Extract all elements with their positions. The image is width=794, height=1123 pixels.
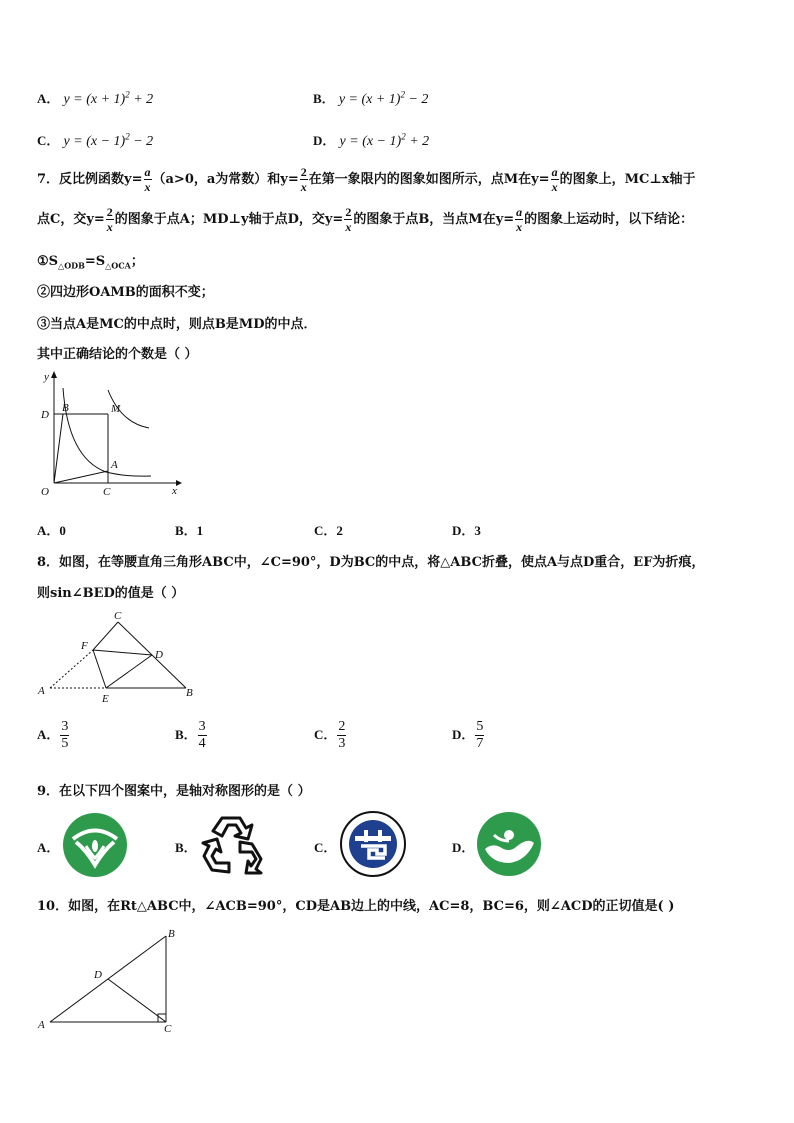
fig-label-B: B [62, 402, 69, 414]
q7-option-b: B．1 [175, 523, 204, 538]
q9-option-b-label: B． [175, 840, 197, 855]
option-label: A． [37, 91, 60, 106]
q8-option-c: C． $\frac{2}{3}$ [314, 719, 346, 751]
q8-line-1: 8．如图，在等腰直角三角形ABC中，∠C=90°，D为BC的中点，将△ABC折叠，使点A与点D重合，EF为折痕， [37, 555, 705, 570]
q7-conclusion-3: ③当点A是MC的中点时，则点B是MD的中点． [37, 317, 317, 332]
fig-label-M: M [111, 403, 121, 415]
q8-option-d: D． $\frac{5}{7}$ [452, 719, 484, 751]
green-food-logo-icon [62, 812, 128, 878]
option-label: B． [313, 91, 335, 106]
fig-label-B: B [168, 928, 175, 940]
fig-label-D: D [155, 649, 163, 661]
q8-option-b: B． $\frac{3}{4}$ [175, 719, 206, 751]
fig-label-x: x [172, 485, 177, 497]
fig-label-C: C [114, 610, 122, 622]
q6-option-c [37, 130, 153, 150]
q9-option-d-label: D． [452, 840, 475, 855]
q7-option-c: C．2 [314, 523, 343, 538]
fig-label-A: A [38, 1019, 45, 1031]
water-logo-icon [476, 811, 542, 877]
q10-question: 10．如图，在Rt△ABC中，∠ACB=90°，CD是AB边上的中线，AC=8，BC=6，则∠ACD的正切值是( ) [37, 899, 675, 914]
fig-label-C: C [164, 1023, 172, 1034]
q7-option-a: A．0 [37, 523, 66, 538]
q8-option-a: A． $\frac{3}{5}$ [37, 719, 69, 751]
fig-label-B: B [186, 687, 193, 699]
q9-option-a-label: A． [37, 840, 60, 855]
q7-figure [36, 368, 186, 503]
option-expression: $y = (x - 1)^2 - 2$ [63, 131, 154, 149]
q10-figure [36, 922, 186, 1034]
fig-label-O: O [41, 486, 49, 498]
fig-label-A: A [38, 685, 45, 697]
option-label: C． [37, 133, 60, 148]
q8-line-2: 则sin∠BED的值是（ ） [37, 586, 185, 601]
q6-option-b [313, 88, 428, 108]
option-expression: $y = (x + 1)^2 + 2$ [63, 89, 154, 107]
option-expression: $y = (x - 1)^2 + 2$ [339, 131, 430, 149]
fig-label-E: E [102, 693, 109, 705]
option-label: D． [313, 133, 336, 148]
q8-figure [36, 608, 201, 708]
q7-question: 其中正确结论的个数是（ ） [37, 347, 198, 362]
fig-label-D: D [94, 969, 102, 981]
recycle-icon [200, 812, 268, 876]
q9-question: 9．在以下四个图案中，是轴对称图形的是（ ） [37, 784, 311, 799]
fig-label-y: y [44, 371, 49, 383]
q7-conclusion-2: ②四边形OAMB的面积不变； [37, 285, 214, 300]
q7-line-2: 点C，交y= $\frac{2}{x}$ 的图象于点A；MD⊥y轴于点D，交y= $\frac{2}{x}$ 的图象于点B，当点M在y= $\frac{a}{x}$ 的图象上运动时，以下结论： [37, 205, 694, 234]
q7-option-d: D．3 [452, 523, 481, 538]
q7-line-1: 7．反比例函数y= $\frac{a}{x}$ （a>0，a为常数）和y= $\frac{2}{x}$ 在第一象限内的图象如图所示，点M在y= $\frac{a}{x}$ 的图象上，MC⊥x轴于 [37, 165, 696, 194]
fig-label-F: F [81, 640, 88, 652]
q6-option-d [313, 130, 429, 150]
q9-option-c-label: C． [314, 840, 337, 855]
fig-label-C: C [103, 486, 111, 498]
option-expression: $y = (x + 1)^2 - 2$ [338, 89, 429, 107]
fig-label-A: A [111, 459, 118, 471]
q6-option-a [37, 88, 153, 108]
circle-emblem-icon [339, 810, 407, 878]
q7-conclusion-1: $①S_{\triangle ODB}=S_{\triangle OCA}$； [37, 254, 144, 271]
fig-label-D: D [41, 409, 49, 421]
